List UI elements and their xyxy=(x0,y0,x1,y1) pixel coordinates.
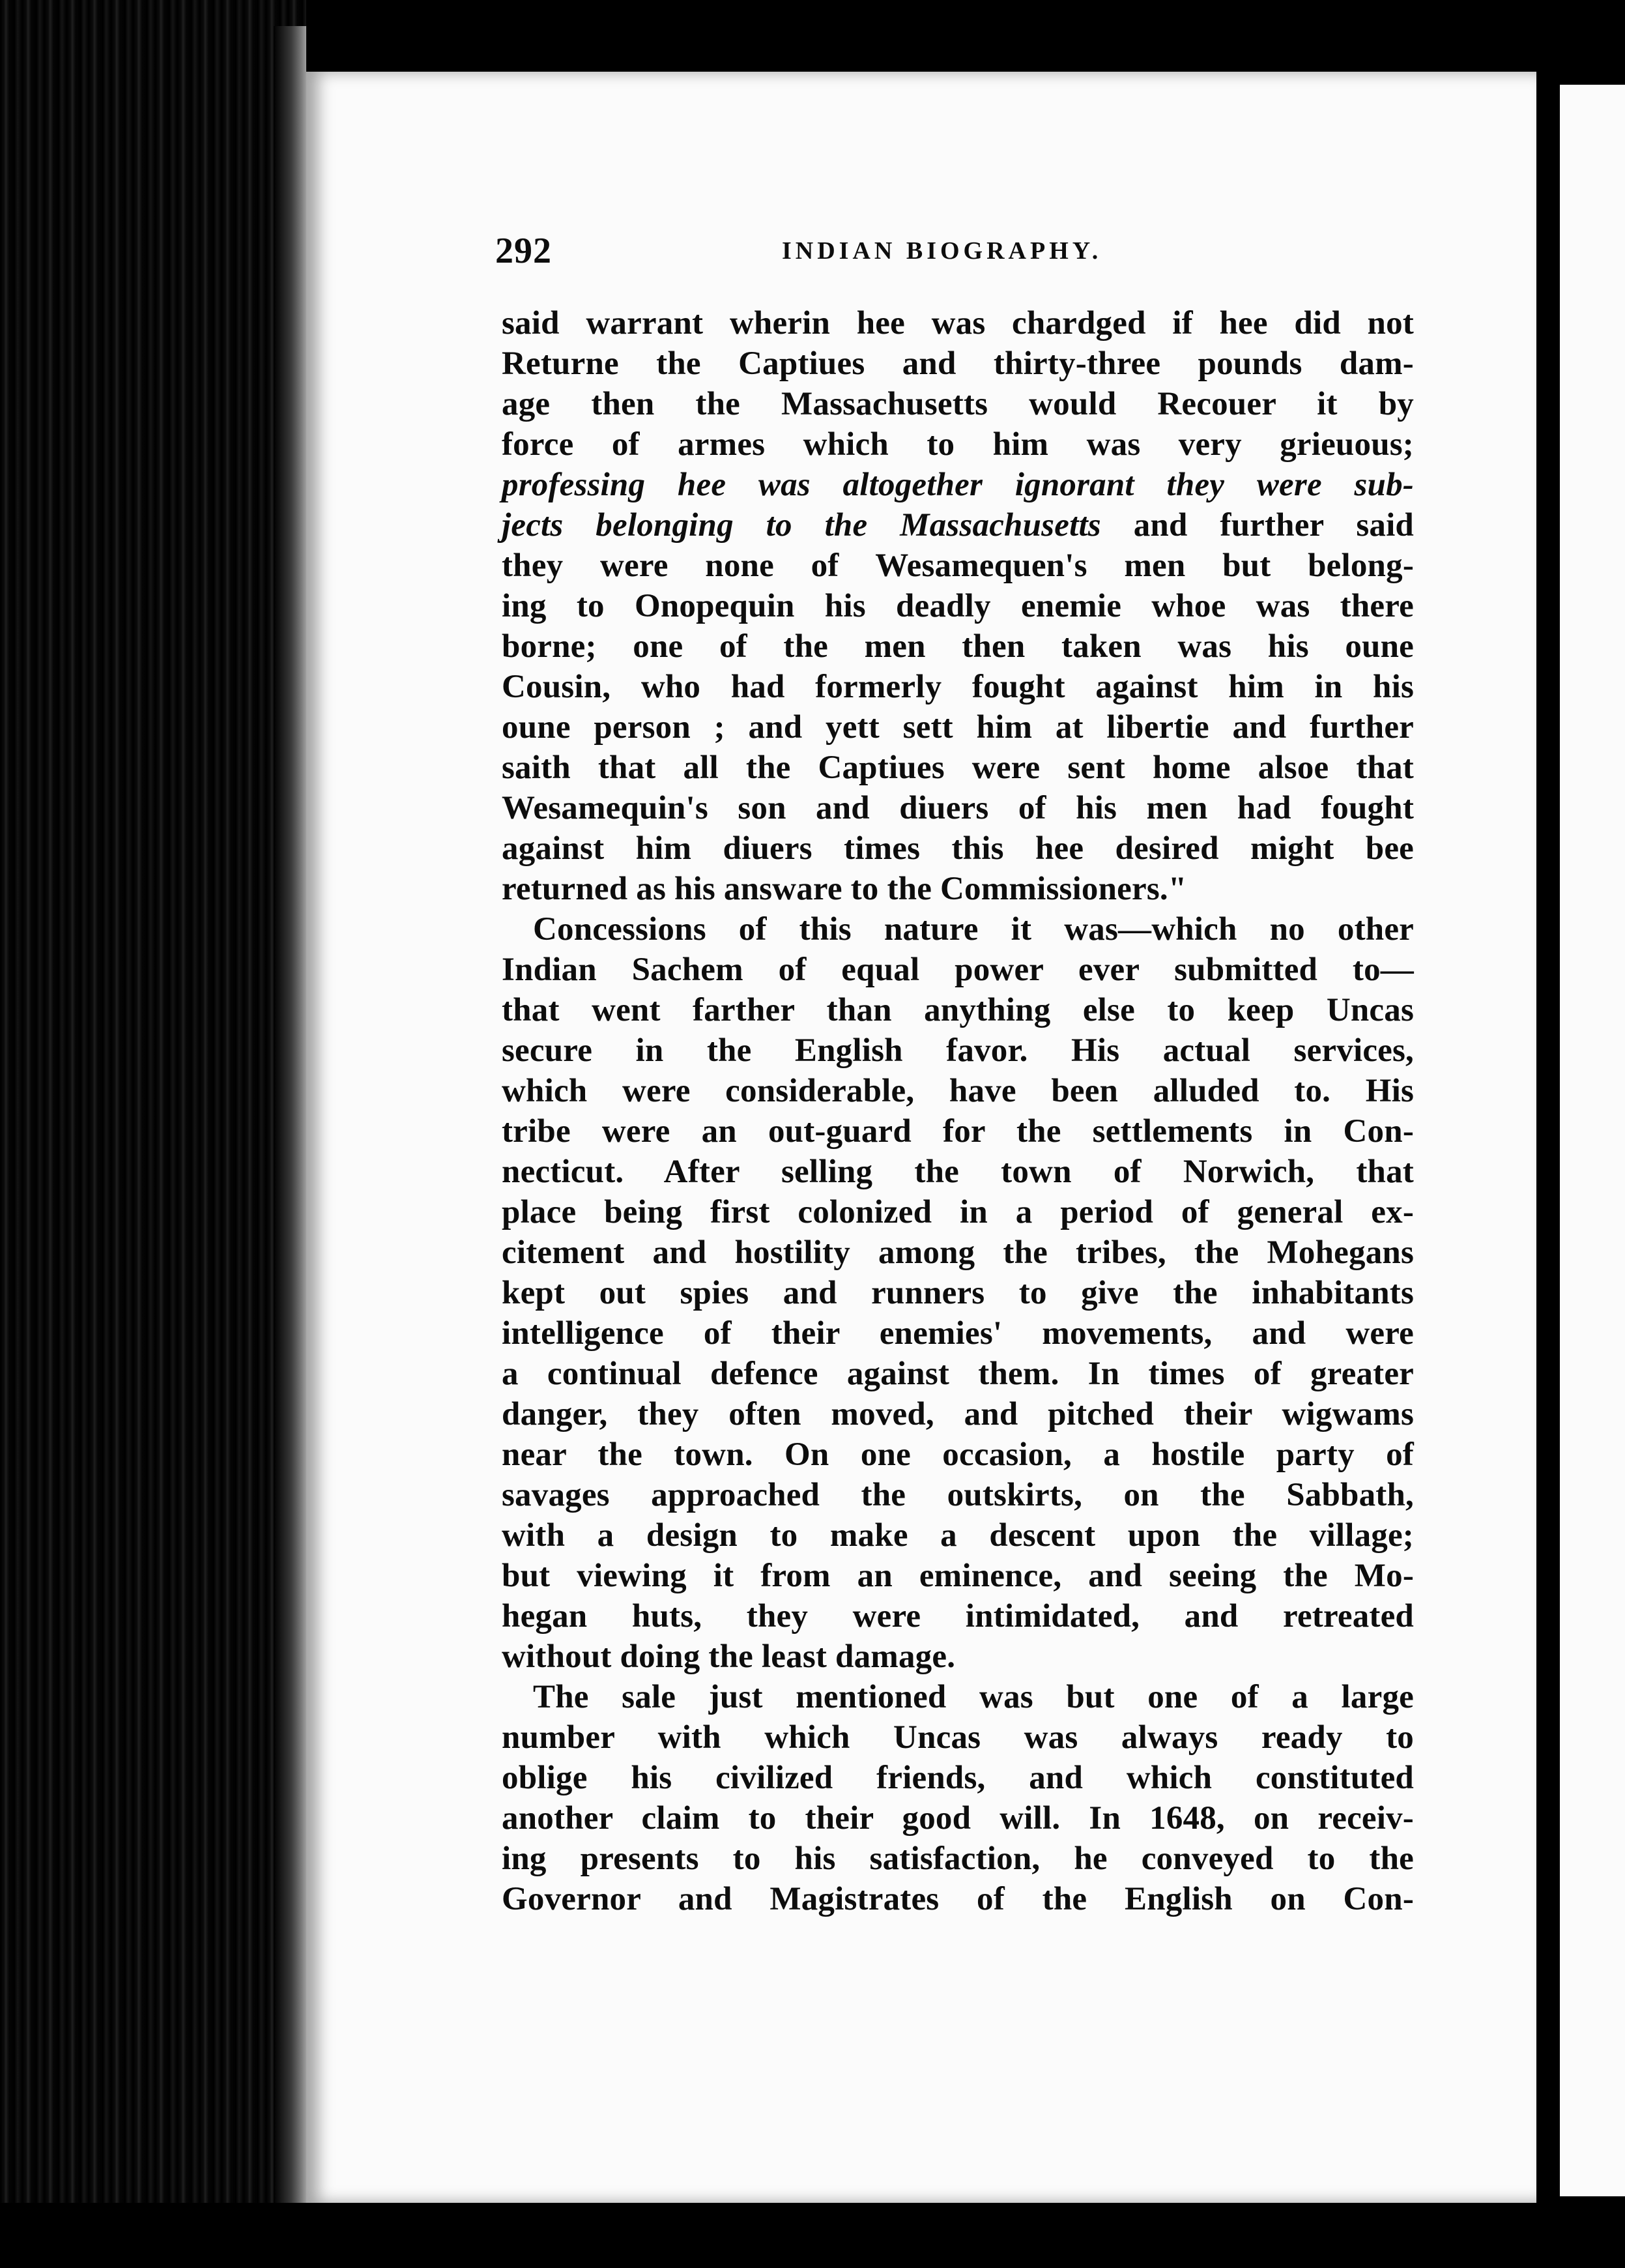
text-line: oblige his civilized friends, and which constituted xyxy=(502,1760,1414,1796)
paragraph-start-line: Concessions of this nature it was—which no other xyxy=(533,911,1414,948)
text-line: hegan huts, they were intimidated, and retreated xyxy=(502,1598,1414,1635)
scan-bottom-margin xyxy=(0,2203,1625,2268)
text-line: kept out spies and runners to give the inhabitants xyxy=(502,1275,1414,1311)
text-line: a continual defence against them. In times of greater xyxy=(502,1356,1414,1392)
text-line: which were considerable, have been alluded to. His xyxy=(502,1073,1414,1109)
text-line: without doing the least damage. xyxy=(502,1638,956,1675)
text-line: ing to Onopequin his deadly enemie whoe was there xyxy=(502,588,1414,624)
text-line: danger, they often moved, and pitched their wigwams xyxy=(502,1396,1414,1432)
running-head xyxy=(495,222,1414,280)
text-line: Governor and Magistrates of the English on Con- xyxy=(502,1881,1414,1917)
text-line: another claim to their good will. In 1648, on receiv- xyxy=(502,1800,1414,1837)
italic-phrase: jects belonging to the Massachusetts xyxy=(502,507,1101,544)
page-number: 292 xyxy=(495,231,552,271)
text-line: but viewing it from an eminence, and seeing the Mo- xyxy=(502,1558,1414,1594)
body-text xyxy=(502,303,1414,1919)
text-line: borne; one of the men then taken was his oune xyxy=(502,628,1414,665)
text-line: ing presents to his satisfaction, he conveyed to the xyxy=(502,1840,1414,1877)
facing-page-edge xyxy=(1560,85,1625,2196)
text-line: they were none of Wesamequen's men but belong- xyxy=(502,547,1414,584)
text-line: with a design to make a descent upon the village; xyxy=(502,1517,1414,1554)
roman-phrase: and further said xyxy=(1133,507,1414,544)
text-line: returned as his answare to the Commissioners." xyxy=(502,871,1187,907)
scan-right-border xyxy=(1536,0,1560,2268)
text-line: citement and hostility among the tribes, the Mohegans xyxy=(502,1234,1414,1271)
text-line: saith that all the Captiues were sent home alsoe that xyxy=(502,749,1414,786)
text-line: that went farther than anything else to keep Uncas xyxy=(502,992,1414,1028)
text-line: secure in the English favor. His actual services, xyxy=(502,1032,1414,1069)
text-line-mixed xyxy=(502,505,1414,545)
text-line: number with which Uncas was always ready to xyxy=(502,1719,1414,1756)
text-line: Returne the Captiues and thirty-three pounds dam- xyxy=(502,345,1414,382)
text-line: against him diuers times this hee desired might bee xyxy=(502,830,1414,867)
book-binding-gutter xyxy=(0,0,306,2268)
text-line: oune person ; and yett sett him at libertie and further xyxy=(502,709,1414,746)
text-line: near the town. On one occasion, a hostile party of xyxy=(502,1436,1414,1473)
text-line: Cousin, who had formerly fought against him in his xyxy=(502,669,1414,705)
text-line: place being first colonized in a period of general ex- xyxy=(502,1194,1414,1230)
text-line: Indian Sachem of equal power ever submitted to— xyxy=(502,952,1414,988)
scan-top-margin xyxy=(306,0,1536,72)
text-line: tribe were an out-guard for the settlements in Con- xyxy=(502,1113,1414,1150)
page-header-title: INDIAN BIOGRAPHY. xyxy=(782,237,1102,265)
text-line: force of armes which to him was very grieuous; xyxy=(502,426,1414,463)
text-line: necticut. After selling the town of Norwich, that xyxy=(502,1154,1414,1190)
text-line: intelligence of their enemies' movements, and were xyxy=(502,1315,1414,1352)
text-line: said warrant wherin hee was chardged if hee did not xyxy=(502,305,1414,342)
paragraph-start-line: The sale just mentioned was but one of a large xyxy=(533,1679,1414,1715)
text-line: age then the Massachusetts would Recouer it by xyxy=(502,386,1414,422)
text-line: Wesamequin's son and diuers of his men had fought xyxy=(502,790,1414,826)
text-line-italic: professing hee was altogether ignorant they were sub- xyxy=(502,467,1414,503)
text-line: savages approached the outskirts, on the Sabbath, xyxy=(502,1477,1414,1513)
